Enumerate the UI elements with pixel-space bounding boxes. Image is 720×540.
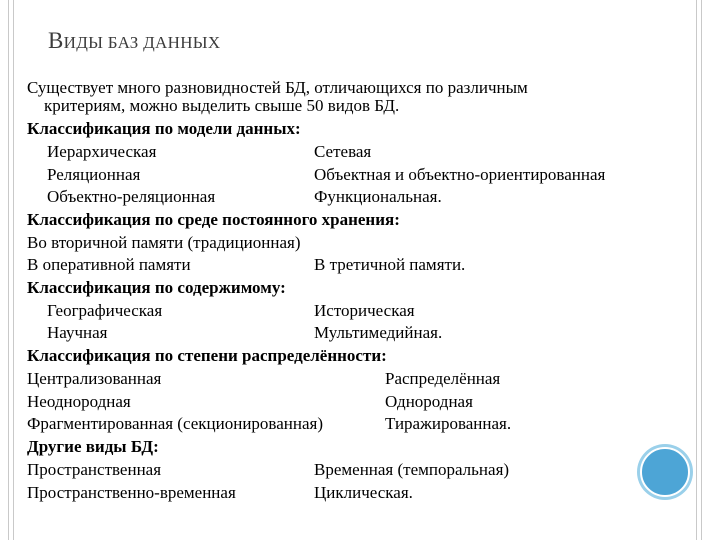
distribution-item: Неоднородная [27,392,131,411]
slide-frame-right-line [696,0,697,540]
distribution-item: Распределённая [385,369,501,388]
slide-title-initial: В [48,28,64,53]
other-item: Временная (темпоральная) [314,460,510,479]
other-item: Пространственно-временная [27,483,236,502]
storage-heading: Классификация по среде постоянного хранения: [27,210,400,229]
model-item: Сетевая [314,142,372,161]
content-item: Географическая [47,301,163,320]
slide-frame-left-line [8,0,9,540]
content-heading: Классификация по содержимому: [27,278,286,297]
slide-frame-right-line-2 [701,0,702,540]
model-item: Объектно-реляционная [47,187,216,206]
model-heading: Классификация по модели данных: [27,119,301,138]
slide-frame-left-line-2 [13,0,14,540]
distribution-item: Однородная [385,392,473,411]
content-item: Историческая [314,301,415,320]
slide-title-rest: ИДЫ БАЗ ДАННЫХ [63,33,221,52]
model-item: Объектная и объектно-ориентированная [314,165,606,184]
other-item: Циклическая. [314,483,413,502]
model-item: Иерархическая [47,142,157,161]
content-item: Научная [47,323,108,342]
model-item: Реляционная [47,165,141,184]
distribution-heading: Классификация по степени распределённости: [27,346,387,365]
storage-item: В третичной памяти. [314,255,466,274]
distribution-item: Тиражированная. [385,414,512,433]
other-heading: Другие виды БД: [27,437,159,456]
intro-text-2: критериям, можно выделить свыше 50 видов БД. [44,96,400,115]
intro-text-1: Существует много разновидностей БД, отличающихся по различным [27,78,528,97]
storage-item: Во вторичной памяти (традиционная) [27,233,301,252]
model-item: Функциональная. [314,187,442,206]
slide-title [48,28,221,54]
storage-item: В оперативной памяти [27,255,191,274]
distribution-item: Централизованная [27,369,162,388]
distribution-item: Фрагментированная (секционированная) [27,414,323,433]
decorative-circle [640,447,690,497]
content-item: Мультимедийная. [314,323,443,342]
other-item: Пространственная [27,460,162,479]
